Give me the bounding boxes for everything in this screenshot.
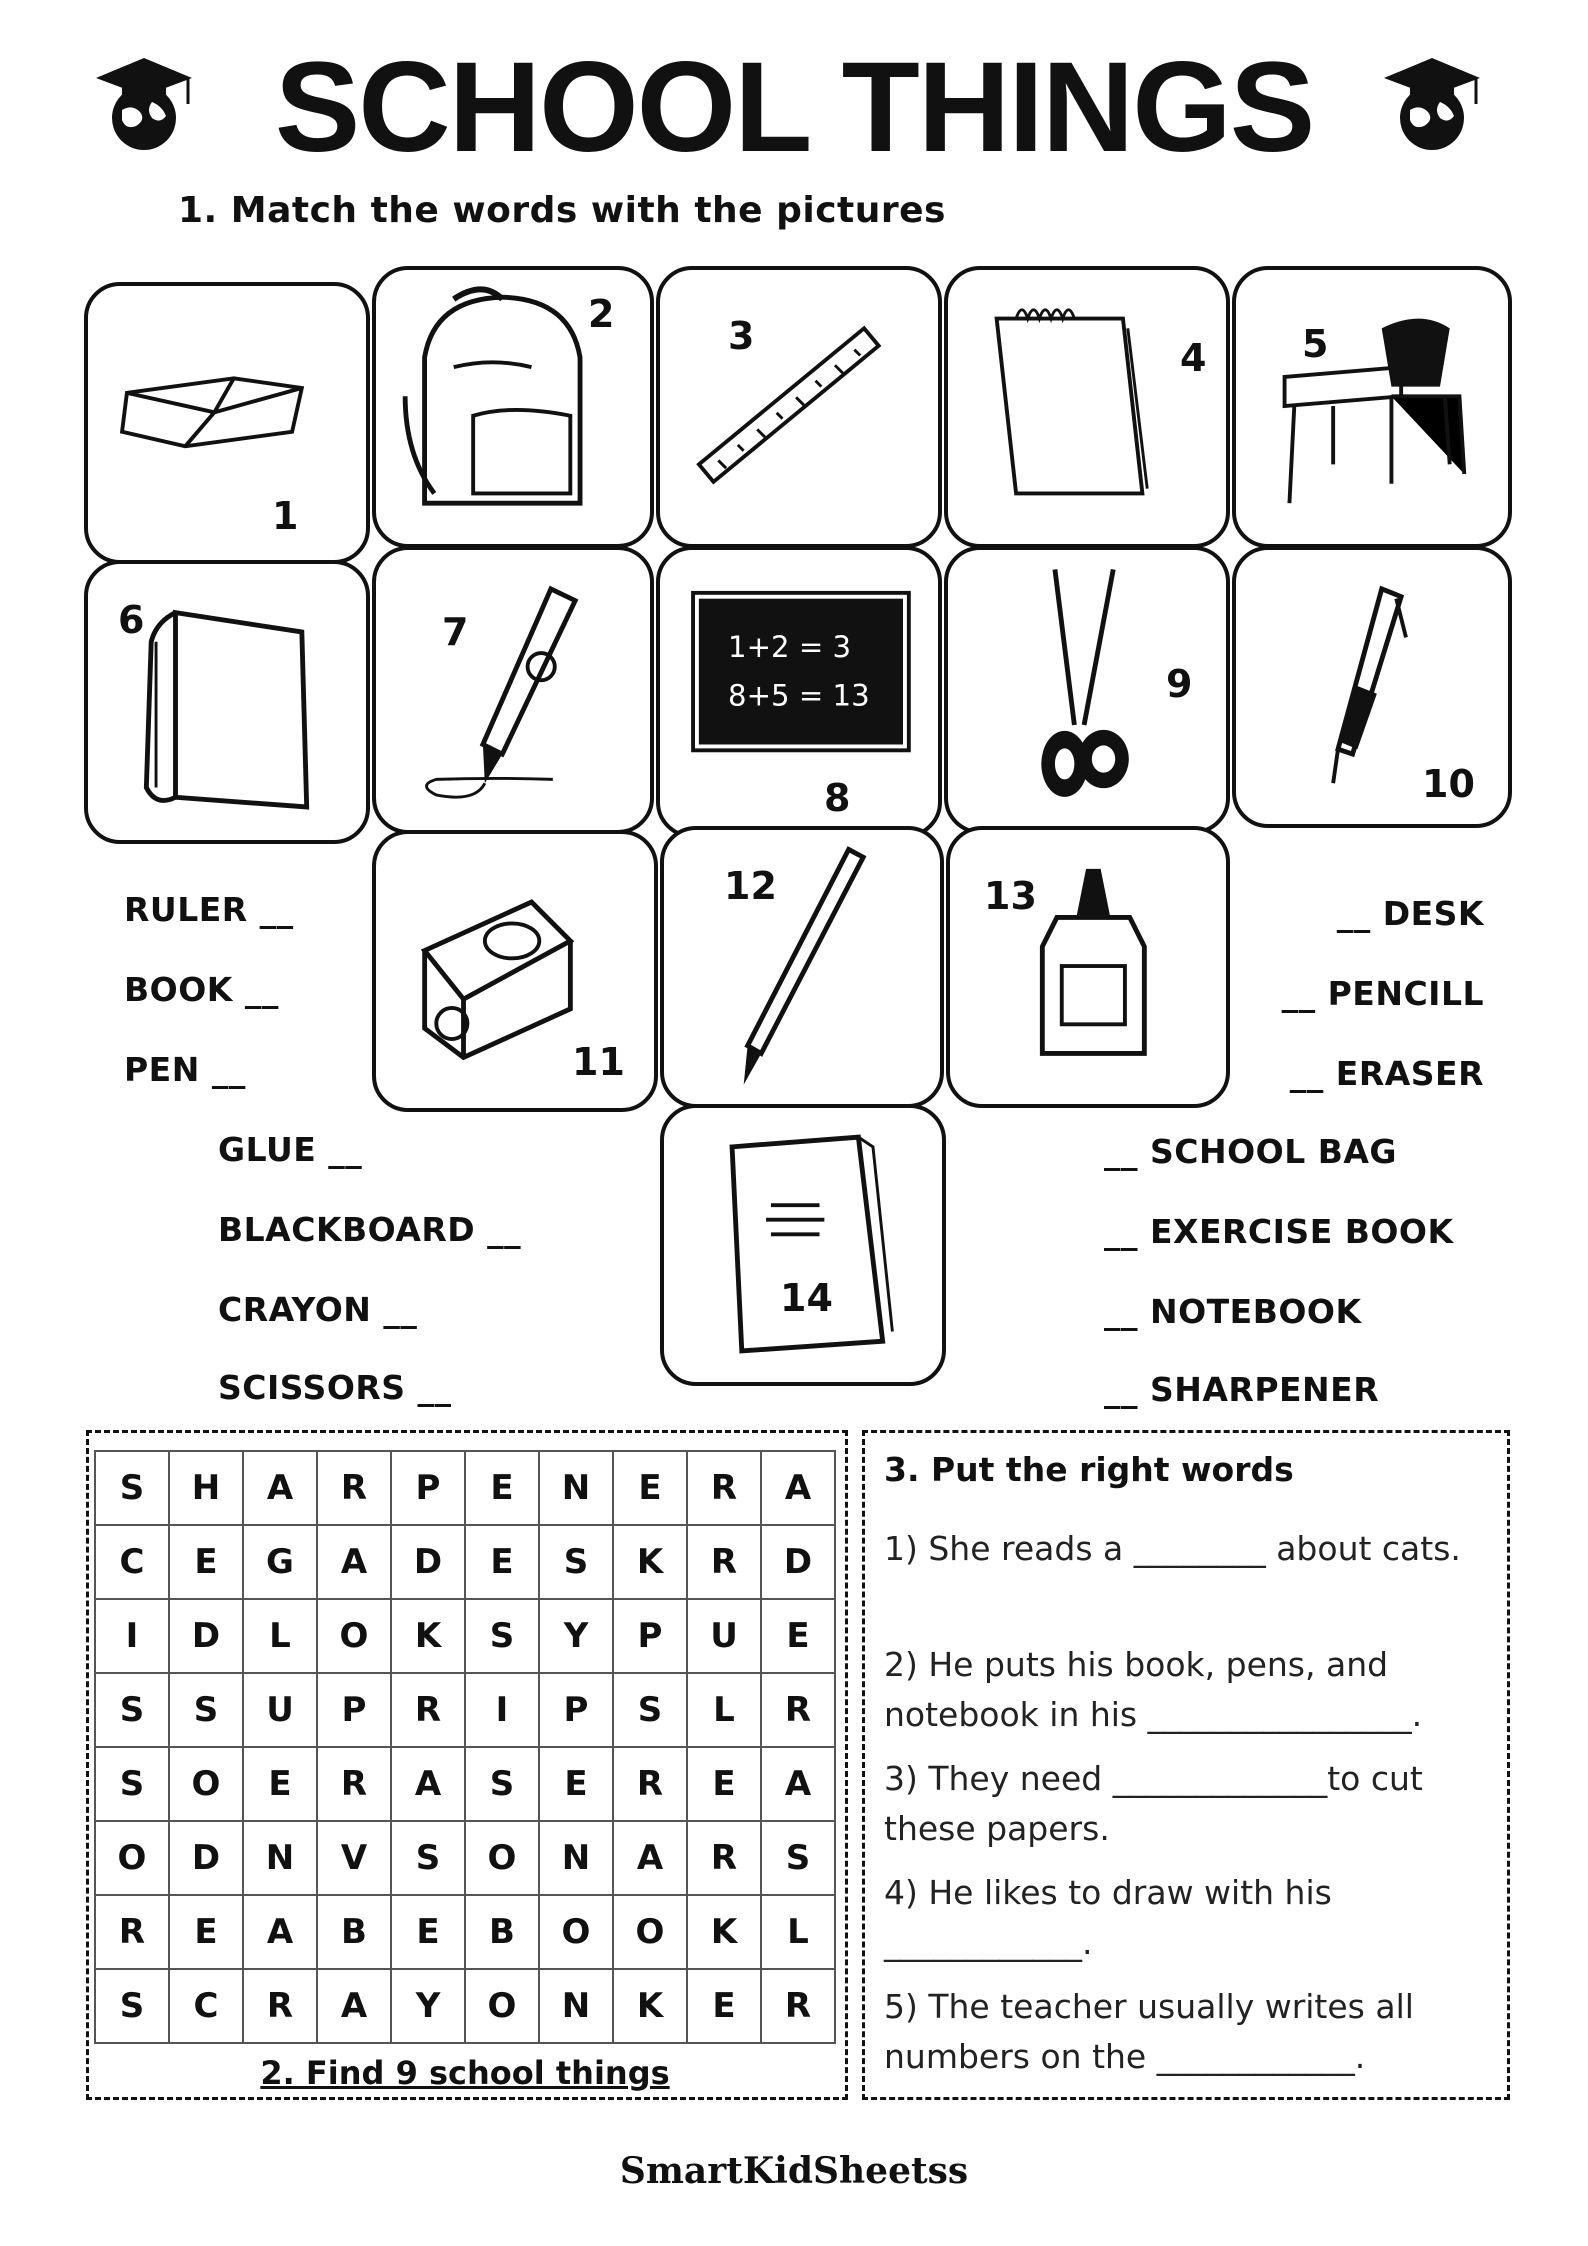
wordsearch-cell[interactable]: D xyxy=(169,1821,243,1895)
match-word: __ NOTEBOOK xyxy=(1104,1292,1362,1331)
wordsearch-cell[interactable]: R xyxy=(687,1821,761,1895)
blackboard-line: 1+2 = 3 xyxy=(728,630,852,665)
card-number: 9 xyxy=(1166,662,1193,706)
wordsearch-row xyxy=(95,1821,835,1895)
picture-card-8 xyxy=(656,546,942,838)
wordsearch-cell[interactable]: E xyxy=(687,1969,761,2043)
wordsearch-cell[interactable]: O xyxy=(317,1599,391,1673)
desk-icon xyxy=(1236,270,1508,544)
wordsearch-cell[interactable]: K xyxy=(613,1525,687,1599)
match-word: SCISSORS __ xyxy=(218,1368,452,1407)
wordsearch-cell[interactable]: E xyxy=(465,1525,539,1599)
wordsearch-cell[interactable]: N xyxy=(539,1821,613,1895)
wordsearch-cell[interactable]: S xyxy=(169,1673,243,1747)
wordsearch-row xyxy=(95,1747,835,1821)
wordsearch-cell[interactable]: S xyxy=(613,1673,687,1747)
wordsearch-cell[interactable]: A xyxy=(761,1747,835,1821)
picture-card-6 xyxy=(84,560,370,844)
graduation-globe-logo-icon xyxy=(1380,52,1490,152)
wordsearch-cell[interactable]: O xyxy=(465,1821,539,1895)
picture-card-7 xyxy=(372,546,654,834)
wordsearch-cell[interactable]: E xyxy=(391,1895,465,1969)
wordsearch-row xyxy=(95,1969,835,2043)
blackboard-line: 8+5 = 13 xyxy=(728,678,870,713)
wordsearch-cell[interactable]: E xyxy=(465,1451,539,1525)
wordsearch-cell[interactable]: H xyxy=(169,1451,243,1525)
wordsearch-cell[interactable]: Y xyxy=(539,1599,613,1673)
footer-brand: SmartKidSheetss xyxy=(619,2150,969,2192)
card-number: 14 xyxy=(780,1276,833,1320)
question-2: 2) He puts his book, pens, and notebook in his ________________. xyxy=(884,1645,1423,1734)
wordsearch-cell[interactable]: E xyxy=(169,1525,243,1599)
card-number: 10 xyxy=(1422,762,1475,806)
question-3: 3) They need _____________to cut these papers. xyxy=(884,1759,1423,1848)
eraser-icon xyxy=(88,286,366,560)
question-5: 5) The teacher usually writes all numbers on the ____________. xyxy=(884,1987,1414,2076)
wordsearch-cell[interactable]: S xyxy=(95,1969,169,2043)
wordsearch-cell[interactable]: N xyxy=(539,1969,613,2043)
wordsearch-cell[interactable]: R xyxy=(687,1525,761,1599)
wordsearch-cell[interactable]: A xyxy=(243,1895,317,1969)
wordsearch-cell[interactable]: E xyxy=(613,1451,687,1525)
picture-card-11 xyxy=(372,830,658,1112)
wordsearch-cell[interactable]: A xyxy=(613,1821,687,1895)
match-word: __ EXERCISE BOOK xyxy=(1104,1212,1454,1251)
wordsearch-cell[interactable]: R xyxy=(761,1969,835,2043)
wordsearch-cell[interactable]: S xyxy=(95,1451,169,1525)
wordsearch-cell[interactable]: P xyxy=(613,1599,687,1673)
match-word: GLUE __ xyxy=(218,1130,363,1169)
wordsearch-cell[interactable]: A xyxy=(243,1451,317,1525)
picture-card-13 xyxy=(946,826,1230,1108)
match-word: CRAYON __ xyxy=(218,1290,418,1329)
wordsearch-row xyxy=(95,1525,835,1599)
picture-card-10 xyxy=(1232,546,1512,828)
wordsearch-row xyxy=(95,1599,835,1673)
wordsearch-cell[interactable]: C xyxy=(95,1525,169,1599)
wordsearch-row xyxy=(95,1673,835,1747)
wordsearch-cell[interactable]: O xyxy=(539,1895,613,1969)
wordsearch-cell[interactable]: E xyxy=(539,1747,613,1821)
wordsearch-cell[interactable]: K xyxy=(613,1969,687,2043)
match-word: __ DESK xyxy=(1336,894,1484,933)
card-number: 8 xyxy=(824,776,851,820)
wordsearch-cell[interactable]: B xyxy=(317,1895,391,1969)
wordsearch-cell[interactable]: L xyxy=(243,1599,317,1673)
wordsearch-cell[interactable]: R xyxy=(613,1747,687,1821)
wordsearch-cell[interactable]: I xyxy=(95,1599,169,1673)
page-title: SCHOOL THINGS xyxy=(274,36,1314,179)
wordsearch-cell[interactable]: D xyxy=(169,1599,243,1673)
match-word: PEN __ xyxy=(124,1050,246,1089)
wordsearch-cell[interactable]: A xyxy=(317,1525,391,1599)
wordsearch-cell[interactable]: E xyxy=(761,1599,835,1673)
wordsearch-cell[interactable]: C xyxy=(169,1969,243,2043)
wordsearch-cell[interactable]: R xyxy=(317,1747,391,1821)
card-number: 5 xyxy=(1302,322,1329,366)
card-number: 1 xyxy=(272,494,299,538)
match-word: __ SCHOOL BAG xyxy=(1104,1132,1397,1171)
wordsearch-cell[interactable]: G xyxy=(243,1525,317,1599)
ruler-icon xyxy=(660,270,938,544)
card-number: 3 xyxy=(728,314,755,358)
wordsearch-cell[interactable]: V xyxy=(317,1821,391,1895)
match-word: BOOK __ xyxy=(124,970,279,1009)
wordsearch-cell[interactable]: P xyxy=(539,1673,613,1747)
wordsearch-cell[interactable]: A xyxy=(391,1747,465,1821)
wordsearch-cell[interactable]: R xyxy=(317,1451,391,1525)
match-word: __ PENCILL xyxy=(1281,974,1484,1013)
wordsearch-cell[interactable]: Y xyxy=(391,1969,465,2043)
picture-card-2 xyxy=(372,266,654,548)
wordsearch-cell[interactable]: O xyxy=(169,1747,243,1821)
match-word: RULER __ xyxy=(124,890,294,929)
instruction-find: 2. Find 9 school things xyxy=(260,2054,670,2092)
picture-card-4 xyxy=(944,266,1230,548)
notebook-icon xyxy=(948,270,1226,544)
wordsearch-cell[interactable]: L xyxy=(761,1895,835,1969)
wordsearch-cell[interactable]: I xyxy=(465,1673,539,1747)
wordsearch-row xyxy=(95,1895,835,1969)
picture-card-9 xyxy=(944,546,1230,834)
picture-card-14 xyxy=(660,1104,946,1386)
glue-icon xyxy=(950,830,1226,1104)
blackboard-icon xyxy=(660,550,938,834)
instruction-match: 1. Match the words with the pictures xyxy=(178,190,946,231)
wordsearch-cell[interactable]: P xyxy=(317,1673,391,1747)
wordsearch-cell[interactable]: S xyxy=(465,1747,539,1821)
wordsearch-cell[interactable]: D xyxy=(761,1525,835,1599)
question-4: 4) He likes to draw with his ____________. xyxy=(884,1873,1332,1962)
card-number: 7 xyxy=(442,610,469,654)
wordsearch-cell[interactable]: R xyxy=(687,1451,761,1525)
card-number: 2 xyxy=(588,292,615,336)
wordsearch-cell[interactable]: P xyxy=(391,1451,465,1525)
wordsearch-cell[interactable]: R xyxy=(243,1969,317,2043)
wordsearch-row xyxy=(95,1451,835,1525)
wordsearch-cell[interactable]: A xyxy=(317,1969,391,2043)
match-word: BLACKBOARD __ xyxy=(218,1210,522,1249)
wordsearch-cell[interactable]: E xyxy=(243,1747,317,1821)
wordsearch-cell[interactable]: N xyxy=(243,1821,317,1895)
wordsearch-cell[interactable]: D xyxy=(391,1525,465,1599)
wordsearch-cell[interactable]: S xyxy=(539,1525,613,1599)
wordsearch-cell[interactable]: R xyxy=(391,1673,465,1747)
wordsearch-cell[interactable]: O xyxy=(95,1821,169,1895)
card-number: 6 xyxy=(118,598,145,642)
picture-card-1 xyxy=(84,282,370,564)
wordsearch-cell[interactable]: S xyxy=(95,1747,169,1821)
wordsearch-cell[interactable]: O xyxy=(613,1895,687,1969)
picture-card-3 xyxy=(656,266,942,548)
wordsearch-cell[interactable]: N xyxy=(539,1451,613,1525)
wordsearch-cell[interactable]: U xyxy=(243,1673,317,1747)
crayon-icon xyxy=(376,550,650,830)
wordsearch-cell[interactable]: O xyxy=(465,1969,539,2043)
wordsearch-cell[interactable]: R xyxy=(761,1673,835,1747)
wordsearch-cell[interactable]: K xyxy=(687,1895,761,1969)
card-number: 13 xyxy=(984,874,1037,918)
wordsearch-cell[interactable]: S xyxy=(391,1821,465,1895)
question-1: 1) She reads a ________ about cats. xyxy=(884,1529,1461,1568)
match-word: __ SHARPENER xyxy=(1104,1370,1380,1409)
wordsearch-cell[interactable]: S xyxy=(465,1599,539,1673)
wordsearch-cell[interactable]: B xyxy=(465,1895,539,1969)
picture-card-12 xyxy=(660,826,944,1108)
card-number: 4 xyxy=(1180,336,1207,380)
wordsearch-cell[interactable]: E xyxy=(169,1895,243,1969)
match-word: __ ERASER xyxy=(1289,1054,1484,1093)
wordsearch-cell[interactable]: A xyxy=(761,1451,835,1525)
wordsearch-cell[interactable]: R xyxy=(95,1895,169,1969)
exercise-book-icon xyxy=(664,1108,942,1382)
wordsearch-cell[interactable]: E xyxy=(687,1747,761,1821)
wordsearch-grid xyxy=(94,1450,836,2044)
wordsearch-cell[interactable]: L xyxy=(687,1673,761,1747)
wordsearch-cell[interactable]: U xyxy=(687,1599,761,1673)
wordsearch-cell[interactable]: S xyxy=(95,1673,169,1747)
card-number: 12 xyxy=(724,864,777,908)
instruction-fill-in: 3. Put the right words xyxy=(884,1450,1294,1489)
wordsearch-cell[interactable]: S xyxy=(761,1821,835,1895)
wordsearch-cell[interactable]: K xyxy=(391,1599,465,1673)
card-number: 11 xyxy=(572,1040,625,1084)
picture-card-5 xyxy=(1232,266,1512,548)
pencil-icon xyxy=(664,830,940,1104)
